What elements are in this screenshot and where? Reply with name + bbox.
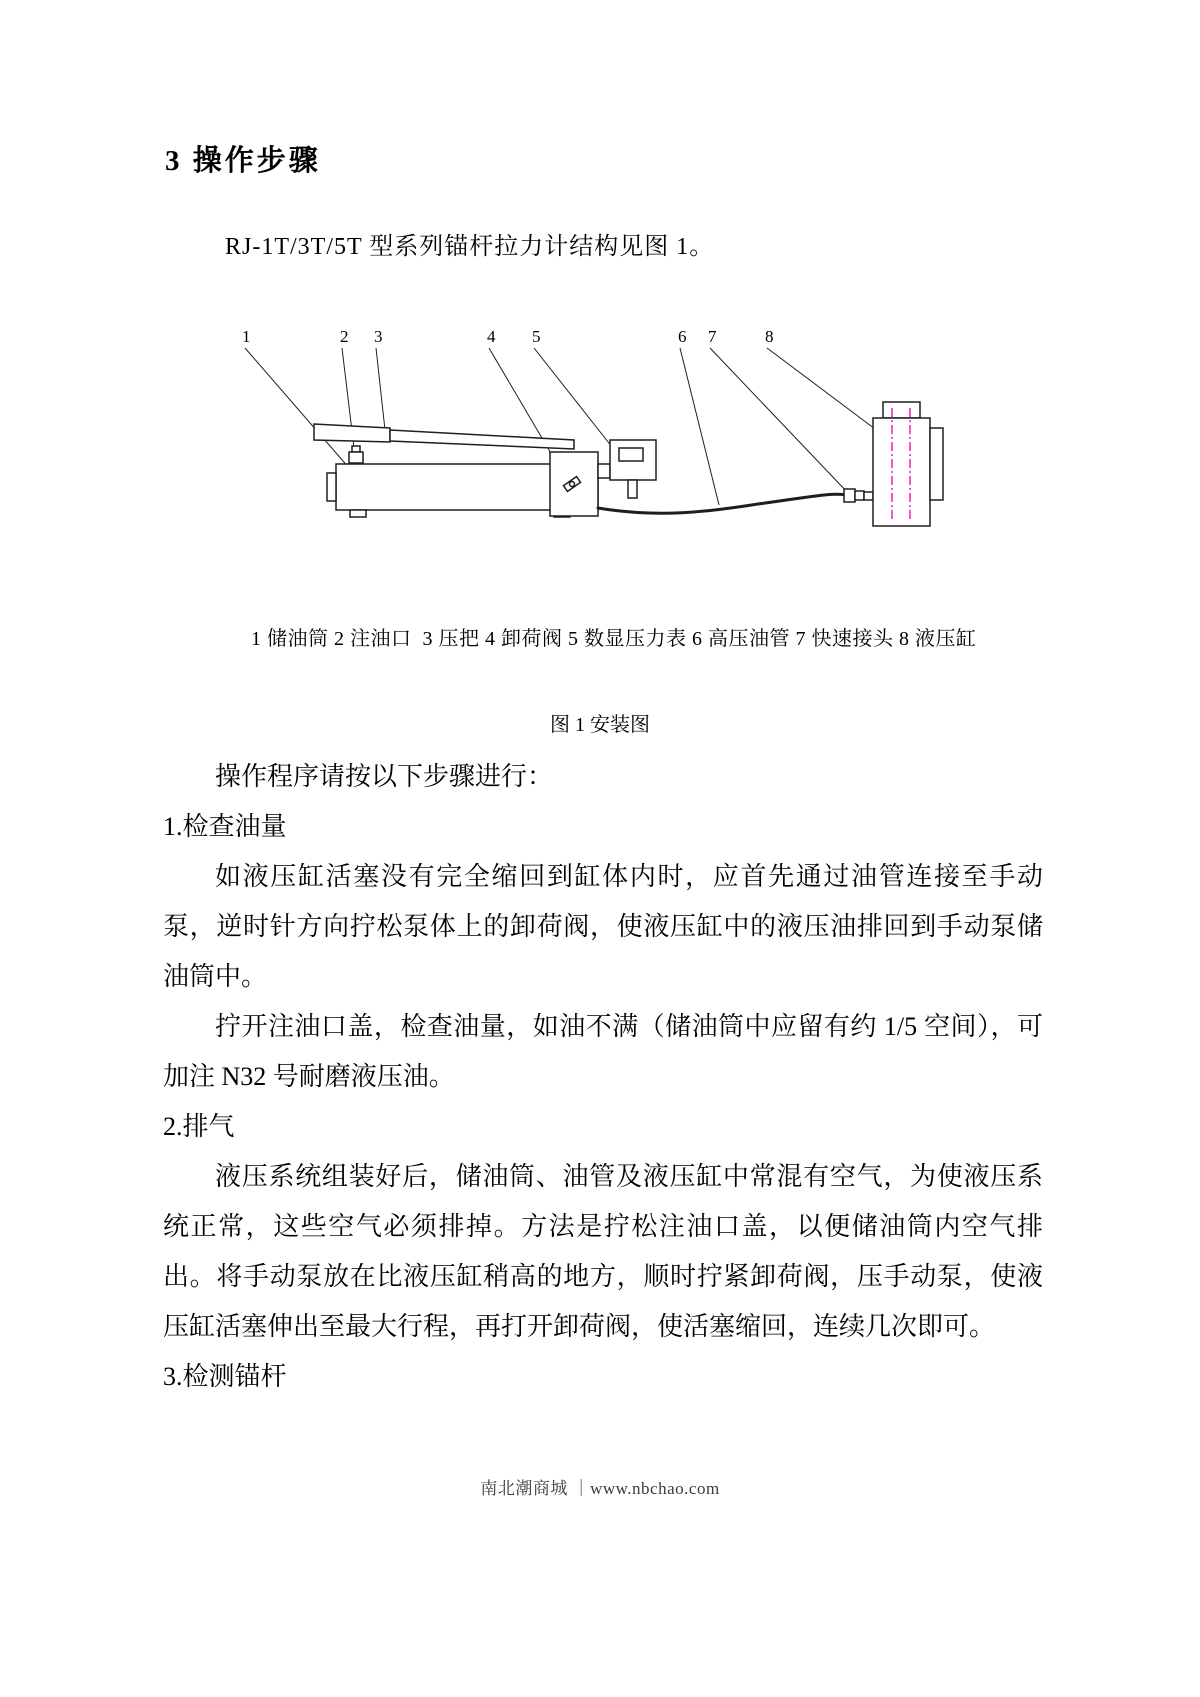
figure-title: 图 1 安装图 <box>550 714 650 736</box>
quick-coupler-icon <box>844 489 873 502</box>
callout-2: 2 <box>340 327 349 346</box>
callout-3: 3 <box>374 327 383 346</box>
callout-6: 6 <box>678 327 687 346</box>
oil-filler-icon <box>349 446 363 463</box>
step1-title: 1.检查油量 <box>163 812 287 841</box>
callout-7: 7 <box>708 327 717 346</box>
installation-diagram <box>228 312 968 570</box>
step3-title: 3.检测锚杆 <box>163 1362 287 1391</box>
callout-5: 5 <box>532 327 541 346</box>
step1-paragraph-1: 如液压缸活塞没有完全缩回到缸体内时，应首先通过油管连接至手动泵，逆时针方向拧松泵体上的卸荷阀，使液压缸中的液压油排回到手动泵储油筒中。 <box>163 862 1043 991</box>
relief-valve-icon <box>550 452 598 516</box>
callout-1: 1 <box>242 327 251 346</box>
step2-title: 2.排气 <box>163 1112 235 1141</box>
hydraulic-cylinder-icon <box>873 402 943 526</box>
intro-paragraph: RJ-1T/3T/5T 型系列锚杆拉力计结构见图 1。 <box>225 234 715 260</box>
figure-caption: 1 储油筒 2 注油口 3 压把 4 卸荷阀 5 数显压力表 6 高压油管 7 快速接头 8 液压缸 <box>251 628 977 650</box>
site-footer: 南北潮商城 ｜www.nbchao.com <box>480 1479 720 1498</box>
section-heading: 3 操作步骤 <box>165 145 321 177</box>
body-text <box>163 752 1043 1402</box>
callout-8: 8 <box>765 327 774 346</box>
step2-paragraph: 液压系统组装好后，储油筒、油管及液压缸中常混有空气，为使液压系统正常，这些空气必须排掉。方法是拧松注油口盖，以便储油筒内空气排出。将手动泵放在比液压缸稍高的地方，顺时拧紧卸荷阀，压手动泵，使液压缸活塞伸出至最大行程，再打开卸荷阀，使活塞缩回，连续几次即可。 <box>163 1162 1043 1341</box>
procedure-intro: 操作程序请按以下步骤进行： <box>215 762 554 791</box>
callout-4: 4 <box>487 327 496 346</box>
pressure-gauge-icon <box>598 440 656 498</box>
step1-paragraph-2: 拧开注油口盖，检查油量，如油不满（储油筒中应留有约 1/5 空间），可加注 N32 号耐磨液压油。 <box>163 1012 1043 1091</box>
